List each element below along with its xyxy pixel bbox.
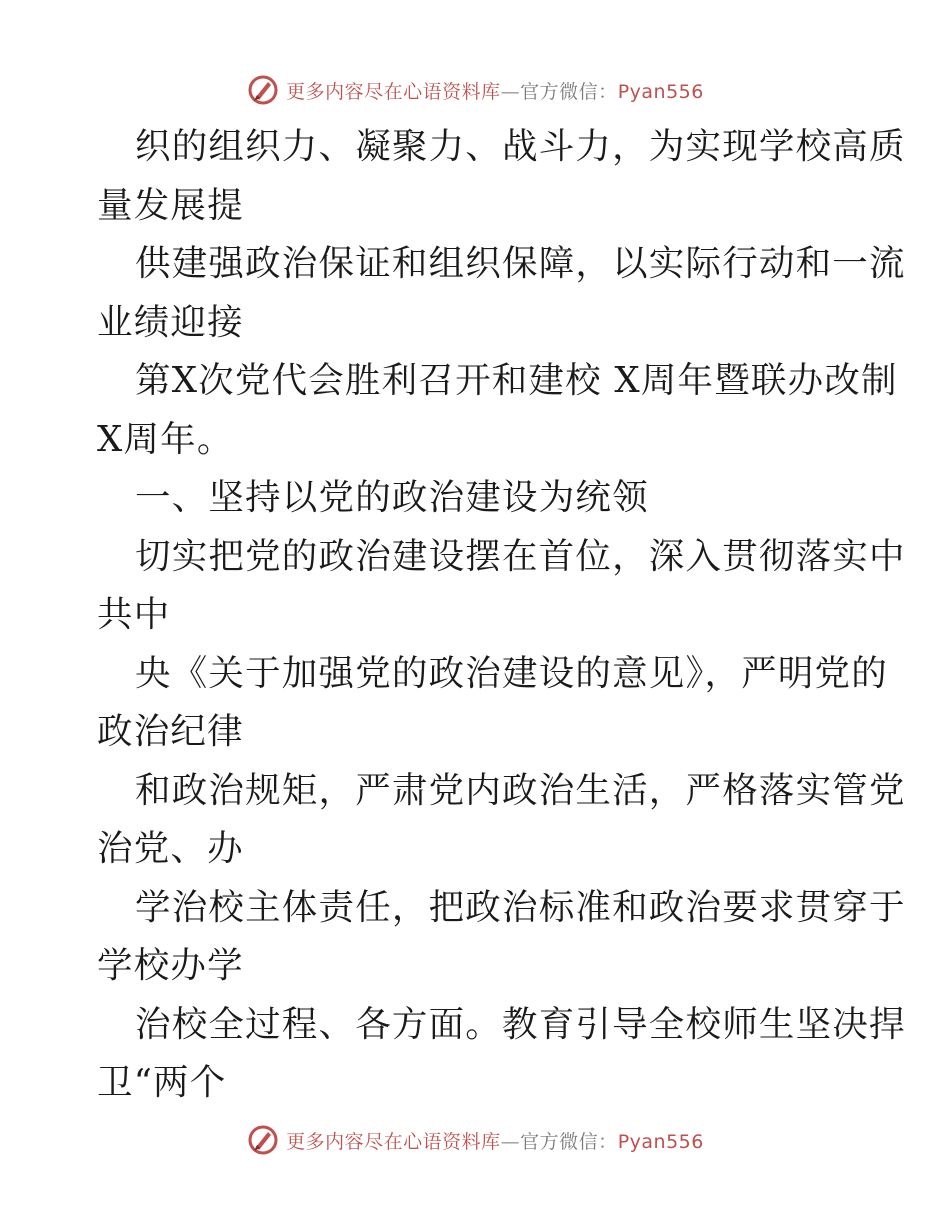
body-line: 共中 — [97, 594, 171, 635]
body-line: 央《关于加强党的政治建设的意见》，严明党的 — [135, 652, 888, 694]
pen-emblem-icon — [246, 73, 280, 107]
body-line: 政治纪律 — [97, 711, 244, 752]
body-line: 业绩迎接 — [97, 301, 244, 343]
body-line: 切实把党的政治建设摆在首位，深入贯彻落实中 — [135, 535, 906, 577]
body-line: 供建强政治保证和组织保障，以实际行动和一流 — [135, 243, 906, 284]
body-line: 学校办学 — [97, 945, 244, 986]
body-line: 卫“两个 — [97, 1062, 227, 1103]
document-body — [97, 118, 906, 1113]
footer-wechat-label: 官方微信： — [520, 1130, 618, 1153]
body-line: 学治校主体责任，把政治标准和政治要求贯穿于 — [135, 886, 906, 928]
header-watermark-banner — [0, 70, 950, 110]
body-line: 治校全过程、各方面。教育引导全校师生坚决捍 — [135, 1003, 906, 1045]
header-brand: 更多内容尽在心语资料库 — [286, 80, 501, 103]
footer-wechat-id: Pyan556 — [617, 1130, 704, 1153]
body-line: 第X次党代会胜利召开和建校 X周年暨联办改制 — [135, 360, 898, 401]
body-line: 量发展提 — [97, 184, 244, 226]
header-brand-text — [286, 77, 704, 104]
header-wechat-id: Pyan556 — [617, 80, 704, 103]
header-wechat-label: 官方微信： — [520, 80, 618, 103]
body-line: X周年。 — [97, 418, 234, 460]
body-line: 和政治规矩，严肃党内政治生活，严格落实管党 — [135, 769, 906, 811]
body-line: 治党、办 — [97, 828, 244, 869]
section-heading: 一、坚持以党的政治建设为统领 — [135, 477, 649, 518]
header-separator: — — [500, 80, 521, 103]
footer-separator: — — [500, 1130, 521, 1153]
body-line: 织的组织力、凝聚力、战斗力，为实现学校高质 — [135, 126, 906, 167]
footer-brand-text — [286, 1127, 704, 1154]
footer-brand: 更多内容尽在心语资料库 — [286, 1130, 501, 1153]
pen-emblem-icon — [246, 1123, 280, 1157]
footer-watermark-banner — [0, 1120, 950, 1160]
